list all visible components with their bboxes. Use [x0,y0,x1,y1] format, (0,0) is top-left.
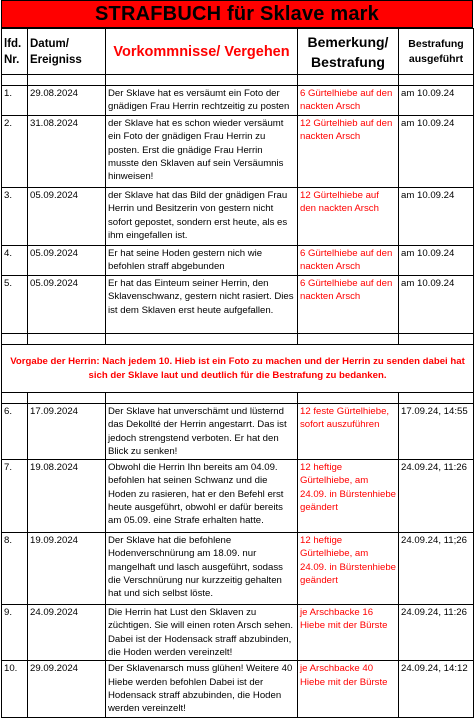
entry-nr: 10. [2,661,28,717]
entry-date: 31.08.2024 [28,116,106,188]
header-done: Bestrafung ausgeführt [399,29,474,75]
entry-nr: 7. [2,460,28,533]
entry-incident: Der Sklave hat unverschämt und lüsternd das Dekollté der Herrin angestarrt. Das ist jedoch strengstend verboten. Er hat den Blick zu senken! [106,404,298,460]
entry-date: 24.09.2024 [28,605,106,661]
entry-done: am 10.09.24 [399,276,474,334]
entry-nr: 6. [2,404,28,460]
entry-punishment: je Arschbacke 40 Hiebe mit der Bürste [298,661,399,717]
entry-done: am 10.09.24 [399,86,474,116]
entry-nr: 9. [2,605,28,661]
header-incidents: Vorkommnisse/ Vergehen [106,29,298,75]
entry-nr: 1. [2,86,28,116]
entry-incident: der Sklave hat das Bild der gnädigen Frau Herrin und Besitzerin von gestern nicht sofort gepostet, sondern erst heute, als es ihm eingefallen ist. [106,188,298,246]
table-row [2,276,474,334]
entry-punishment: 12 feste Gürtelhiebe, sofort auszuführen [298,404,399,460]
entry-nr: 2. [2,116,28,188]
entry-date: 19.08.2024 [28,460,106,533]
entry-done: 24.09.24, 14:12 [399,661,474,717]
entry-done: am 10.09.24 [399,116,474,188]
entry-date: 19.09.2024 [28,533,106,605]
entry-punishment: 12 Gürtelhieb auf den nackten Arsch [298,116,399,188]
entry-date: 29.09.2024 [28,661,106,717]
entry-incident: Der Sklavenarsch muss glühen! Weitere 40 Hiebe werden befohlen Dabei ist der Hodensack straff abzubinden, die Hoden werden vereinzelt! [106,661,298,717]
entry-incident: Der Sklave hat die befohlene Hodenverschnürung am 18.09. nur mangelhaft und lasch ausgeführt, sodass die Verschnürung nur kurzzeitig gehalten hat und sich selbst löste. [106,533,298,605]
entry-date: 17.09.2024 [28,404,106,460]
header-row [2,29,474,75]
entry-date: 05.09.2024 [28,188,106,246]
entry-punishment: 6 Gürtelhiebe auf den nackten Arsch [298,276,399,334]
spacer-row [2,334,474,345]
spacer-row [2,75,474,86]
entry-nr: 8. [2,533,28,605]
table-row [2,533,474,605]
entry-done: am 10.09.24 [399,188,474,246]
entry-punishment: 12 heftige Gürtelhiebe, am 24.09. in Bürstenhiebe geändert [298,533,399,605]
entry-incident: Obwohl die Herrin Ihn bereits am 04.09. befohlen hat seinen Schwanz und die Hoden zu rasieren, hat er den Befehl erst heute ausgeführt, obwohl er dafür bereits am 05.09. eine Strafe erhalten hatte. [106,460,298,533]
entry-punishment: 12 heftige Gürtelhiebe, am 24.09. in Bürstenhiebe geändert [298,460,399,533]
entry-punishment: je Arschbacke 16 Hiebe mit der Bürste [298,605,399,661]
entry-done: 17.09.24, 14:55 [399,404,474,460]
punishment-table [1,28,474,718]
entry-incident: Die Herrin hat Lust den Sklaven zu züchtigen. Sie will einen roten Arsch sehen. Dabei ist der Hodensack straff abzubinden, die Hoden werden vereinzelt! [106,605,298,661]
table-row [2,605,474,661]
table-row [2,116,474,188]
entry-date: 05.09.2024 [28,246,106,276]
entry-incident: Er hat das Einteum seiner Herrin, den Sklavenschwanz, gestern nicht rasiert. Dies ist dem Sklaven erst heute aufgefallen. [106,276,298,334]
table-row [2,661,474,717]
rule-row [2,345,474,393]
entry-done: 24.09.24, 11;26 [399,533,474,605]
entry-punishment: 6 Gürtelhiebe auf den nackten Arsch [298,246,399,276]
mistress-rule-note: Vorgabe der Herrin: Nach jedem 10. Hieb ist ein Foto zu machen und der Herrin zu senden dabei hat sich der Sklave laut und deutlich für die Bestrafung zu bedanken. [2,345,474,393]
header-date: Datum/ Ereigniss [28,29,106,75]
entry-date: 29.08.2024 [28,86,106,116]
entry-punishment: 6 Gürtelhiebe auf den nackten Arsch [298,86,399,116]
table-row [2,404,474,460]
table-row [2,460,474,533]
entry-done: am 10.09.24 [399,246,474,276]
entry-date: 05.09.2024 [28,276,106,334]
entry-nr: 3. [2,188,28,246]
entry-incident: Der Sklave hat es versäumt ein Foto der gnädigen Frau Herrin rechtzeitig zu posten [106,86,298,116]
spacer-row [2,393,474,404]
table-row [2,188,474,246]
entry-nr: 5. [2,276,28,334]
table-row [2,246,474,276]
sheet-title: STRAFBUCH für Sklave mark [1,0,473,28]
header-nr: lfd. Nr. [2,29,28,75]
entry-done: 24.09.24, 11:26 [399,605,474,661]
entry-incident: Er hat seine Hoden gestern nich wie befohlen straff abgebunden [106,246,298,276]
punishment-book-sheet [1,0,473,718]
table-row [2,86,474,116]
entry-nr: 4. [2,246,28,276]
entry-punishment: 12 Gürtelhiebe auf den nackten Arsch [298,188,399,246]
header-remark: Bemerkung/ Bestrafung [298,29,399,75]
entry-incident: der Sklave hat es schon wieder versäumt ein Foto der gnädigen Frau Herrin zu posten. Erst die gnädige Frau Herrin musste den Sklaven auf sein Versäumnis hinweisen! [106,116,298,188]
entry-done: 24.09.24, 11:26 [399,460,474,533]
